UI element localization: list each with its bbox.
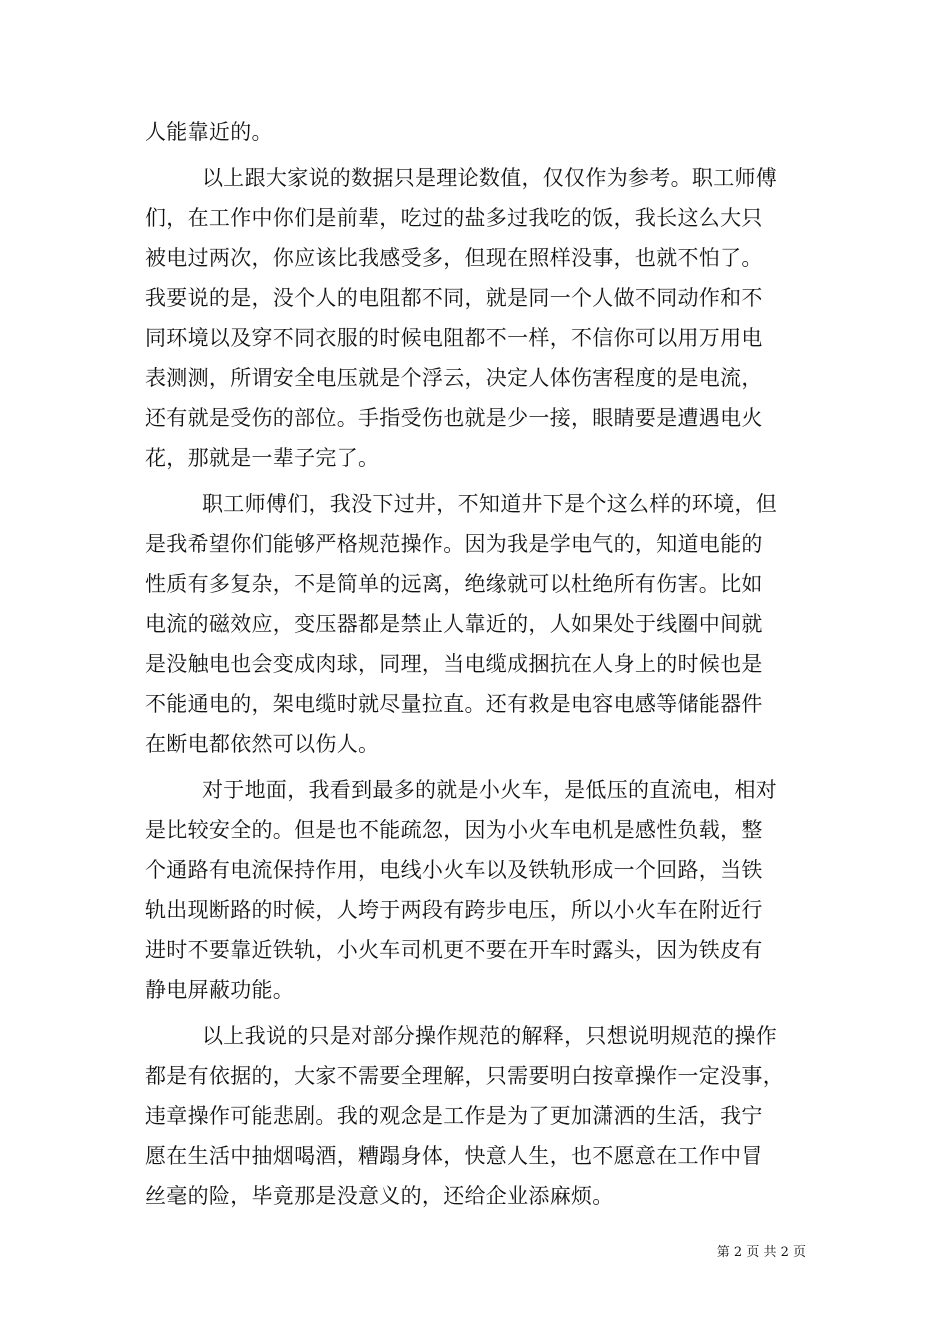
paragraph-first-line: 职工师傅们，我没下过井，不知道井下是个这么样的环境，但 [202,492,778,516]
page-number: 第 2 页 共 2 页 [716,1245,806,1260]
paragraph-first-line: 以上跟大家说的数据只是理论数值，仅仅作为参考。职工师傅 [202,166,778,190]
text-line: 我要说的是，没个人的电阻都不同，就是同一个人做不同动作和不 [145,286,763,310]
text-line: 人能靠近的。 [145,120,273,144]
paragraph-first-line: 对于地面，我看到最多的就是小火车，是低压的直流电，相对 [202,778,778,802]
text-line: 在断电都依然可以伤人。 [145,732,380,756]
text-line: 都是有依据的，大家不需要全理解，只需要明白按章操作一定没事， [145,1064,784,1088]
text-line: 还有就是受伤的部位。手指受伤也就是少一接，眼睛要是遭遇电火 [145,406,763,430]
text-line: 丝毫的险，毕竟那是没意义的，还给企业添麻烦。 [145,1184,614,1208]
text-line: 电流的磁效应，变压器都是禁止人靠近的，人如果处于线圈中间就 [145,612,763,636]
text-line: 是我希望你们能够严格规范操作。因为我是学电气的，知道电能的 [145,532,763,556]
text-line: 是比较安全的。但是也不能疏忽，因为小火车电机是感性负载，整 [145,818,763,842]
text-line: 愿在生活中抽烟喝酒，糟蹋身体，快意人生，也不愿意在工作中冒 [145,1144,763,1168]
text-line: 同环境以及穿不同衣服的时候电阻都不一样，不信你可以用万用电 [145,326,763,350]
text-line: 们，在工作中你们是前辈，吃过的盐多过我吃的饭，我长这么大只 [145,206,763,230]
text-line: 是没触电也会变成肉球，同理，当电缆成捆抗在人身上的时候也是 [145,652,763,676]
text-line: 轨出现断路的时候，人垮于两段有跨步电压，所以小火车在附近行 [145,898,763,922]
text-line: 被电过两次，你应该比我感受多，但现在照样没事，也就不怕了。 [145,246,763,270]
text-line: 不能通电的，架电缆时就尽量拉直。还有救是电容电感等储能器件 [145,692,763,716]
text-line: 花，那就是一辈子完了。 [145,446,380,470]
text-line: 个通路有电流保持作用，电线小火车以及铁轨形成一个回路，当铁 [145,858,763,882]
paragraph-first-line: 以上我说的只是对部分操作规范的解释，只想说明规范的操作 [202,1024,778,1048]
text-line: 静电屏蔽功能。 [145,978,295,1002]
text-line: 违章操作可能悲剧。我的观念是工作是为了更加潇洒的生活，我宁 [145,1104,763,1128]
text-line: 性质有多复杂，不是简单的远离，绝缘就可以杜绝所有伤害。比如 [145,572,763,596]
text-line: 进时不要靠近铁轨，小火车司机更不要在开车时露头，因为铁皮有 [145,938,763,962]
text-line: 表测测，所谓安全电压就是个浮云，决定人体伤害程度的是电流， [145,366,763,390]
